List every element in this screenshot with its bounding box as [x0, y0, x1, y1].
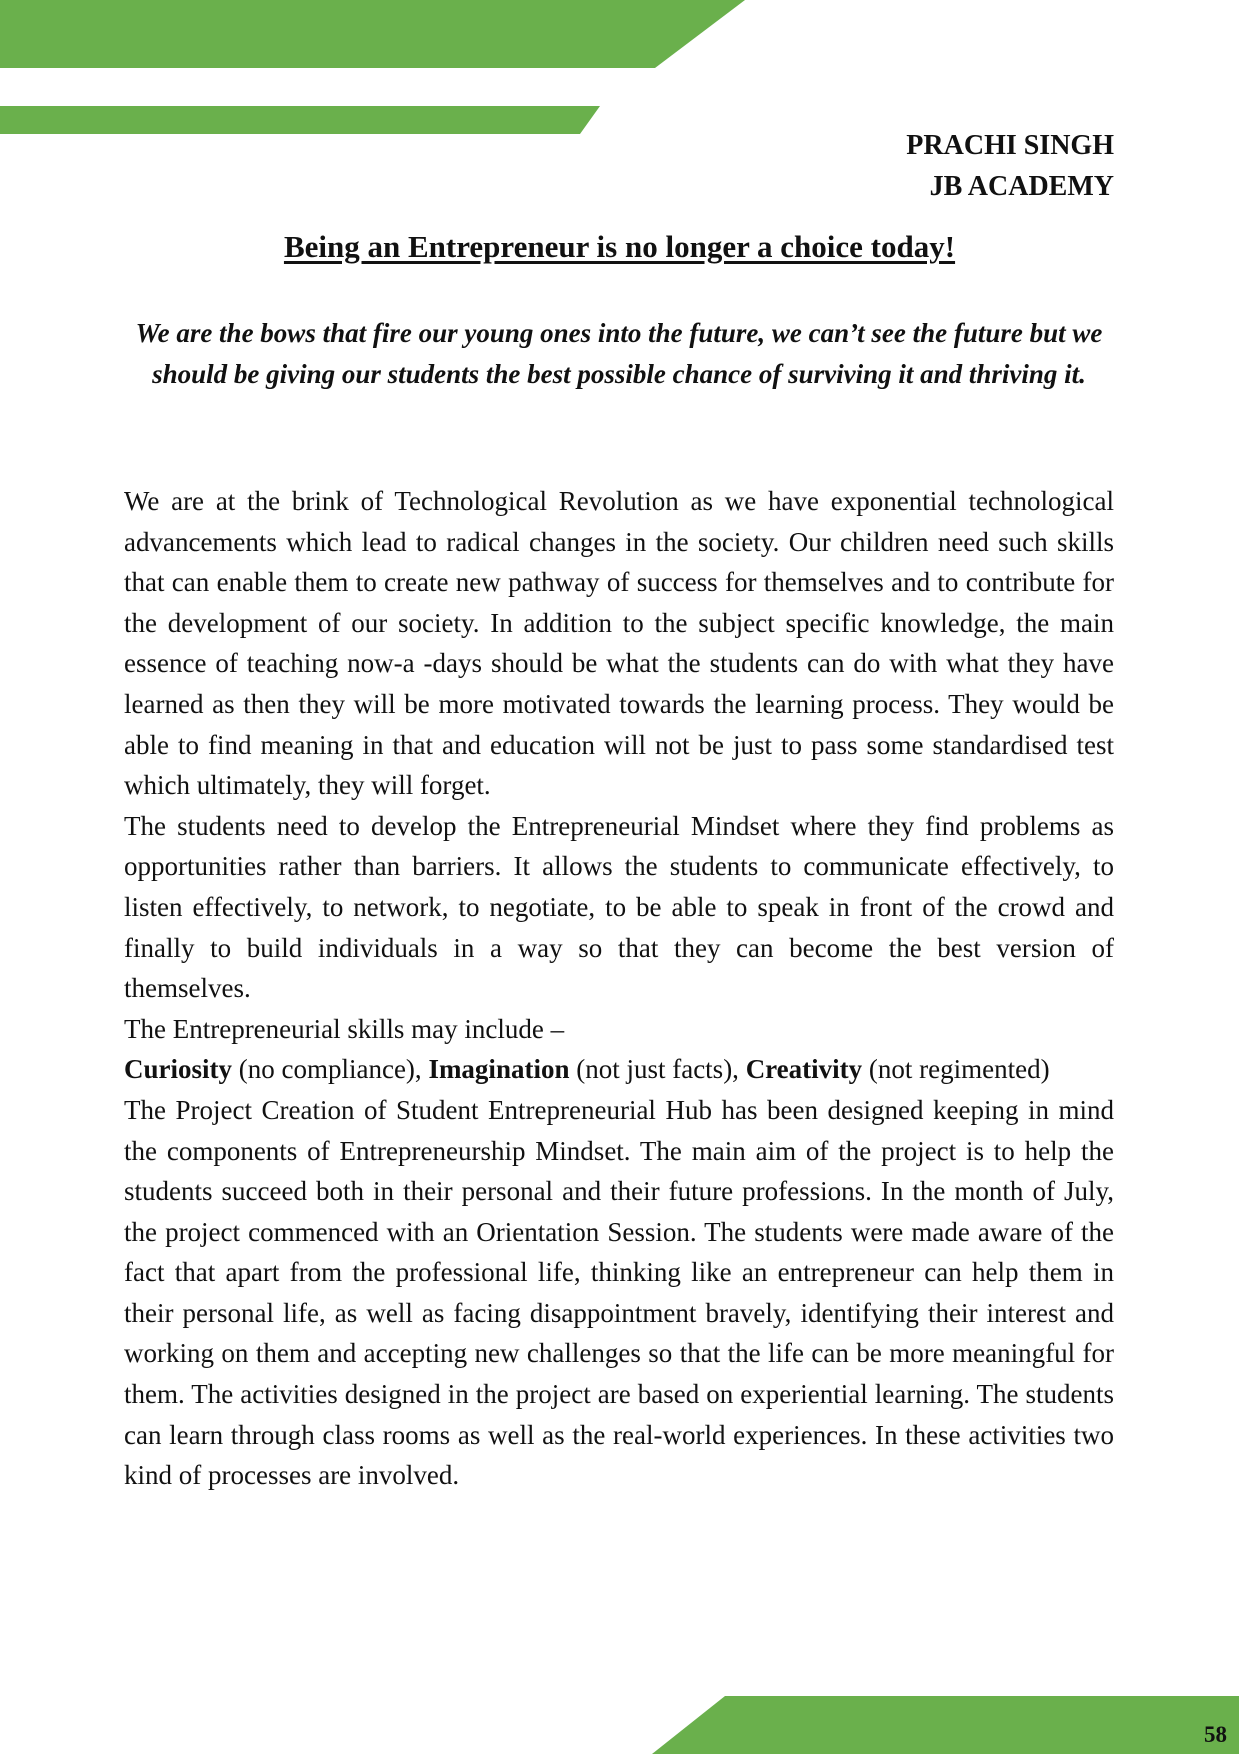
second-green-band — [0, 106, 600, 134]
school-name: JB ACADEMY — [929, 171, 1114, 202]
article-body — [124, 481, 1114, 1496]
skill-imagination-note: (not just facts), — [569, 1054, 746, 1085]
skill-curiosity-note: (no compliance), — [232, 1054, 429, 1085]
top-green-band — [0, 0, 745, 68]
author-block — [906, 125, 1114, 207]
author-name: PRACHI SINGH — [906, 130, 1114, 161]
skill-creativity: Creativity — [745, 1054, 863, 1085]
article-title: Being an Entrepreneur is no longer a choice today! — [283, 229, 956, 264]
skill-imagination: Imagination — [428, 1054, 570, 1085]
skill-creativity-note: (not regimented) — [862, 1054, 1050, 1085]
article-quote: We are the bows that fire our young ones into the future, we can’t see the future but we should be giving our students the best possible chance of surviving it and thriving it. — [135, 318, 1103, 389]
skills-list — [124, 1049, 1114, 1090]
skill-curiosity: Curiosity — [124, 1054, 232, 1085]
page-number: 58 — [1204, 1722, 1227, 1747]
skills-intro: The Entrepreneurial skills may include – — [124, 1013, 565, 1044]
bottom-green-band — [652, 1696, 1239, 1754]
paragraph-1: We are at the brink of Technological Revolution as we have exponential technological advancements which lead to radical changes in the society. Our children need such skills that can enable them to create new pathway of success for themselves and to contribute for the development of our society. In addition to the subject specific knowledge, the main essence of teaching now-a -days should be what the students can do with what they have learned as then they will be more motivated towards the learning process. They would be able to find meaning in that and education will not be just to pass some standardised test which ultimately, they will forget. — [124, 486, 1114, 801]
paragraph-2: The students need to develop the Entrepreneurial Mindset where they find problems as opportunities rather than barriers. It allows the students to communicate effectively, to listen effectively, to network, to negotiate, to be able to speak in front of the crowd and finally to build individuals in a way so that they can become the best version of themselves. — [124, 810, 1114, 1004]
paragraph-3: The Project Creation of Student Entrepreneurial Hub has been designed keeping in mind the components of Entrepreneurship Mindset. The main aim of the project is to help the students succeed both in their personal and their future professions. In the month of July, the project commenced with an Orientation Session. The students were made aware of the fact that apart from the professional life, thinking like an entrepreneur can help them in their personal life, as well as facing disappointment bravely, identifying their interest and working on them and accepting new challenges so that the life can be more meaningful for them. The activities designed in the project are based on experiential learning. The students can learn through class rooms as well as the real-world experiences. In these activities two kind of processes are involved. — [124, 1094, 1114, 1491]
